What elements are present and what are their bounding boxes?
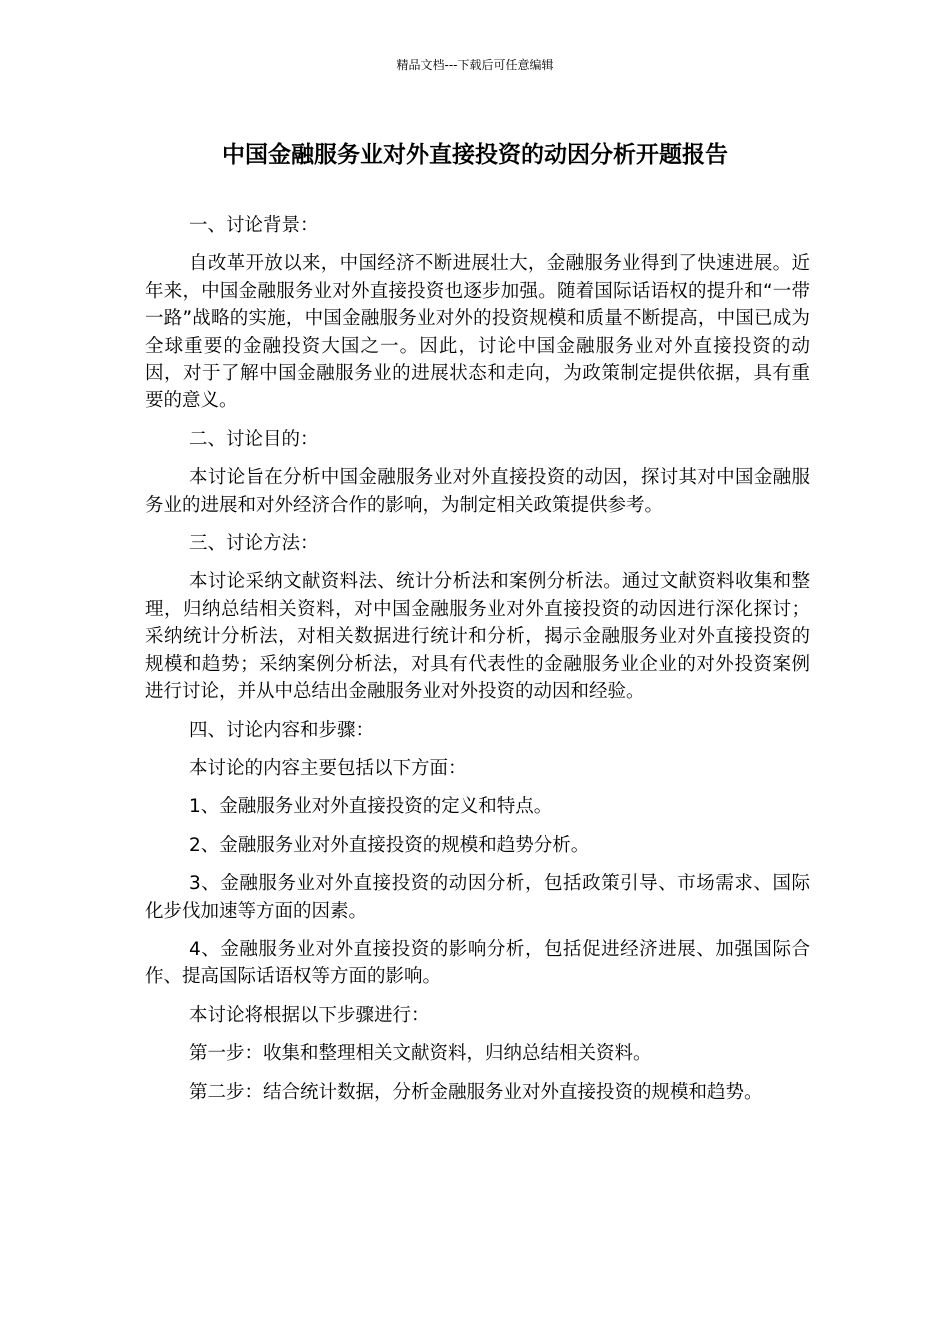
list-item: 3、金融服务业对外直接投资的动因分析，包括政策引导、市场需求、国际化步伐加速等方面的因素。: [145, 873, 810, 922]
section-heading-content: 四、讨论内容和步骤：: [189, 719, 375, 741]
list-item: 2、金融服务业对外直接投资的规模和趋势分析。: [189, 834, 590, 856]
step-item: 第一步：收集和整理相关文献资料，归纳总结相关资料。: [189, 1043, 652, 1065]
paragraph-purpose: 本讨论旨在分析中国金融服务业对外直接投资的动因，探讨其对中国金融服务业的进展和对外经济合作的影响，为制定相关政策提供参考。: [145, 467, 810, 516]
list-item: 1、金融服务业对外直接投资的定义和特点。: [189, 796, 553, 818]
section-heading-method: 三、讨论方法：: [189, 533, 319, 555]
paragraph-method: 本讨论采纳文献资料法、统计分析法和案例分析法。通过文献资料收集和整理，归纳总结相关资料，对中国金融服务业对外直接投资的动因进行深化探讨；采纳统计分析法，对相关数据进行统计和分析，揭示金融服务业对外直接投资的规模和趋势；采纳案例分析法，对具有代表性的金融服务业企业的对外投资案例进行讨论，并从中总结出金融服务业对外投资的动因和经验。: [145, 571, 810, 703]
page-header: 精品文档---下载后可任意编辑: [396, 58, 554, 72]
list-item: 4、金融服务业对外直接投资的影响分析，包括促进经济进展、加强国际合作、提高国际话语权等方面的影响。: [145, 938, 810, 988]
paragraph-content-intro: 本讨论的内容主要包括以下方面：: [189, 757, 467, 779]
section-heading-background: 一、讨论背景：: [189, 215, 319, 236]
paragraph-steps-intro: 本讨论将根据以下步骤进行：: [189, 1004, 430, 1026]
section-heading-purpose: 二、讨论目的：: [189, 428, 319, 450]
step-item: 第二步：结合统计数据，分析金融服务业对外直接投资的规模和趋势。: [189, 1081, 763, 1103]
paragraph-background: 自改革开放以来，中国经济不断进展壮大，金融服务业得到了快速进展。近年来，中国金融服务业对外直接投资也逐步加强。随着国际话语权的提升和“一带一路”战略的实施，中国金融服务业对外的投资规模和质量不断提高，中国已成为全球重要的金融投资大国之一。因此，讨论中国金融服务业对外直接投资的动因，对于了解中国金融服务业的进展状态和走向，为政策制定提供依据，具有重要的意义。: [145, 253, 810, 412]
document-body: [145, 212, 810, 1117]
document-title: 中国金融服务业对外直接投资的动因分析开题报告: [222, 142, 728, 168]
